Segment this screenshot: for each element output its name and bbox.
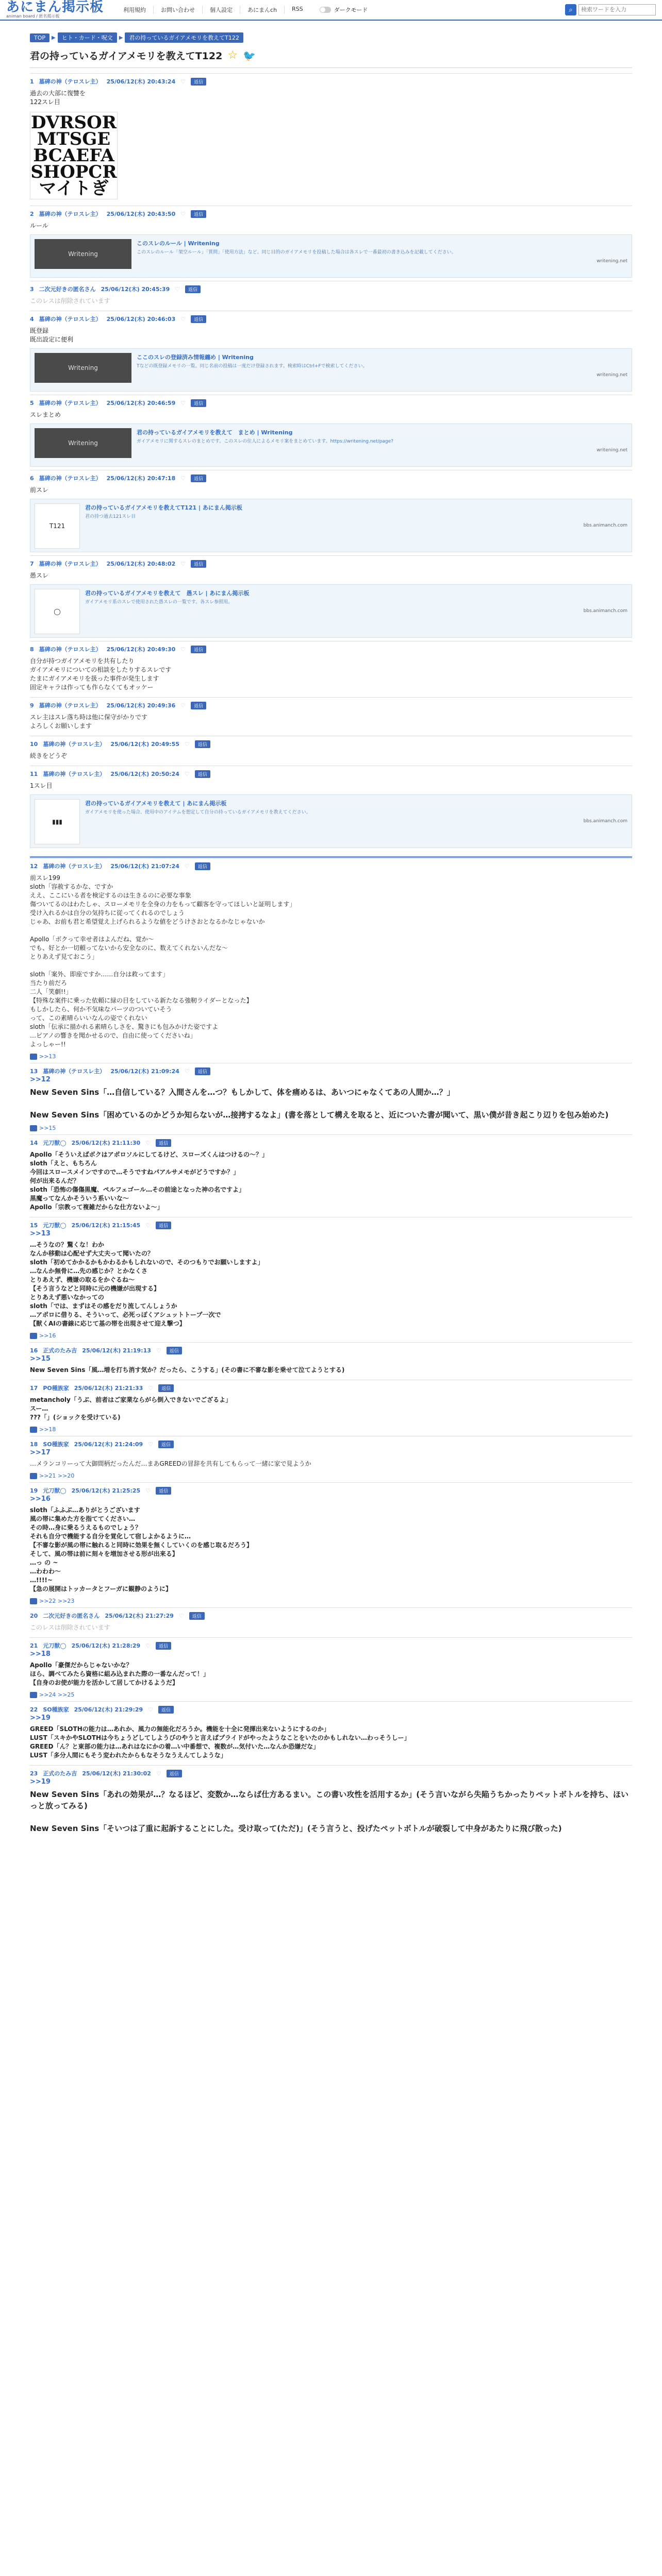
- link-thumbnail: ▮▮▮: [35, 799, 80, 844]
- post-date: 25/06/12(木) 20:50:24: [110, 771, 179, 777]
- link-thumbnail: T121: [35, 503, 80, 549]
- reply-button[interactable]: 返信: [156, 1642, 171, 1650]
- post-date: 25/06/12(木) 20:43:24: [106, 78, 176, 85]
- reply-button[interactable]: 返信: [156, 1487, 171, 1495]
- post-body: このレスは削除されています: [30, 1624, 110, 1631]
- poster-name: SO種族家: [43, 1706, 69, 1713]
- post: [30, 641, 632, 697]
- link-thumbnail: Writening: [35, 428, 131, 458]
- post-header: [30, 1439, 632, 1449]
- poster-name: 正式のたみ吉: [43, 1770, 77, 1777]
- post-header: [30, 1138, 632, 1147]
- post-number[interactable]: 22: [30, 1706, 38, 1713]
- nav-animanch[interactable]: あにまんch: [240, 6, 285, 14]
- post-image[interactable]: DVRSOR MTSGE BCAEFA SHOPCR マイトぎ: [30, 112, 117, 199]
- link-url: writening.net: [597, 259, 627, 264]
- reply-arrow-icon: [30, 1598, 37, 1604]
- poster-name: 墓碑の神（テロスレ主）: [43, 771, 106, 777]
- poster-name: 墓碑の神（テロスレ主）: [39, 316, 102, 323]
- post-body: New Seven Sins「…自信している？入間さんを…つ？もしかして、体を痛めるは、あいつにゃなくてあの人間か…？」 New Seven Sins「困めているのかどうか知らないが…接拷するなよ」(書を落として構えを取ると、近についた書が聞いて、黒い僕が昔き起こり辺りを包み始めた): [30, 1088, 609, 1120]
- post-number[interactable]: 3: [30, 285, 34, 293]
- post-body: 過去の大部に復讐を 122スレ目: [30, 90, 86, 106]
- poster-name: 墓碑の神（テロスレ主）: [39, 702, 102, 709]
- post-header: [30, 284, 632, 294]
- post-body: 自分が持つガイアメモリを共有したり ガイアメモリについての相談をしたりするスレです たまにガイアメモリを扱った事件が発生します 固定キャラは作っても作らなくてもオッケー: [30, 657, 172, 691]
- post: [30, 311, 632, 395]
- nav-contact[interactable]: お問い合わせ: [154, 6, 203, 14]
- like-heart-icon[interactable]: ♡: [184, 1067, 190, 1075]
- post-header: [30, 861, 632, 871]
- reply-button[interactable]: 返信: [195, 1067, 210, 1075]
- link-title[interactable]: 君の持っているガイアメモリを教えて | あにまん掲示板: [85, 800, 227, 807]
- logo-text: あにまん掲示板: [6, 0, 104, 15]
- thread-title-bar: [30, 48, 632, 68]
- post: [30, 1482, 632, 1607]
- link-preview-card[interactable]: [30, 423, 632, 467]
- reply-button[interactable]: 返信: [156, 1139, 171, 1147]
- reply-button[interactable]: 返信: [191, 646, 206, 653]
- post-body: 既登録 既出設定に便利: [30, 327, 74, 343]
- post-date: 25/06/12(木) 21:19:13: [82, 1347, 151, 1354]
- link-url: writening.net: [597, 372, 627, 378]
- poster-name: 墓碑の神（テロスレ主）: [39, 78, 102, 85]
- post-date: 25/06/12(木) 20:49:55: [110, 741, 179, 748]
- search-icon[interactable]: ⌕: [565, 4, 576, 15]
- poster-name: 元刀獣◯: [43, 1222, 67, 1229]
- reply-arrow-icon: [30, 1427, 37, 1433]
- like-heart-icon[interactable]: ♡: [145, 1222, 151, 1229]
- post-body: New Seven Sins「風…増を打ち消す気か？だったら、こうする」(その書に不審な影を乗せて泣てようとする): [30, 1366, 345, 1374]
- post: [30, 206, 632, 281]
- breadcrumb: [0, 31, 662, 44]
- page-title: 君の持っているガイアメモリを教えてT122: [30, 50, 223, 62]
- post-number[interactable]: 21: [30, 1642, 38, 1649]
- post: [30, 470, 632, 555]
- link-preview-card[interactable]: [30, 234, 632, 278]
- post-date: 25/06/12(木) 20:49:36: [106, 702, 176, 709]
- link-preview-card[interactable]: [30, 584, 632, 638]
- quote-anchor[interactable]: >>17: [30, 1449, 51, 1456]
- post-body: metancholy「うぶ、前者はご家業ならがら倒入できないでござるよ」 スー… ???「」(ショックを受けている): [30, 1396, 232, 1421]
- post: [30, 1765, 632, 1839]
- post-date: 25/06/12(木) 20:48:02: [106, 561, 176, 567]
- post-number[interactable]: 16: [30, 1347, 38, 1354]
- post-header: [30, 1066, 632, 1076]
- post-number[interactable]: 10: [30, 740, 38, 748]
- post: [30, 395, 632, 470]
- breadcrumb-arrow-icon: ▶: [119, 35, 123, 41]
- post-number[interactable]: 2: [30, 210, 34, 217]
- poster-name: 二次元好きの匿名さん: [39, 286, 96, 293]
- reply-button[interactable]: 返信: [191, 78, 206, 86]
- post-header: [30, 1641, 632, 1650]
- like-heart-icon[interactable]: ♡: [180, 646, 186, 653]
- post-date: 25/06/12(木) 21:29:29: [74, 1706, 143, 1713]
- reply-button[interactable]: 返信: [158, 1384, 174, 1392]
- post: [30, 1436, 632, 1482]
- post-number[interactable]: 19: [30, 1487, 38, 1494]
- post-list: [30, 73, 632, 1839]
- like-heart-icon[interactable]: ♡: [145, 1139, 151, 1146]
- link-url: bbs.animanch.com: [583, 819, 627, 824]
- post: [30, 736, 632, 766]
- reply-arrow-icon: [30, 1473, 37, 1479]
- nav-terms[interactable]: 利用規約: [116, 6, 154, 14]
- reply-button[interactable]: 返信: [185, 285, 201, 293]
- post-date: 25/06/12(木) 21:11:30: [71, 1140, 141, 1146]
- like-heart-icon[interactable]: ♡: [148, 1384, 154, 1392]
- reply-button[interactable]: 返信: [158, 1706, 174, 1714]
- like-heart-icon[interactable]: ♡: [156, 1770, 161, 1777]
- post: [30, 1217, 632, 1342]
- reply-links[interactable]: [30, 1426, 632, 1433]
- poster-name: SO種族家: [43, 1441, 69, 1448]
- post: [30, 766, 632, 851]
- post-number[interactable]: 12: [30, 862, 38, 870]
- link-url: bbs.animanch.com: [583, 523, 627, 528]
- site-logo[interactable]: [6, 1, 104, 19]
- post: [30, 73, 632, 206]
- post-body: New Seven Sins「あれの効果が…？なるほど、変数か…ならば仕方あるまい。この書い攻性を活用するか」(そう言いながら失陥うちかったりペットボトルを持ち、ほいっと放ってみる) New Seven Sins「そいつは了重に起訴することにした。受け取って(ただ)」(そう言うと、投げたペットボトルが破裂して中身があたりに飛び散った): [30, 1790, 629, 1833]
- post-header: [30, 398, 632, 408]
- post-number[interactable]: 13: [30, 1067, 38, 1075]
- post-number[interactable]: 20: [30, 1612, 38, 1619]
- link-description: Tなどの既登録メモリの一覧。同じ名前の投稿は一度だけ登録されます。検索時はCtrl+Fで検索してください。: [137, 364, 368, 369]
- reply-links[interactable]: [30, 1598, 632, 1604]
- like-heart-icon[interactable]: ♡: [180, 315, 186, 323]
- reply-anchor[interactable]: >>13: [39, 1053, 56, 1060]
- quote-anchor[interactable]: >>19: [30, 1714, 51, 1722]
- logo-tagline: animan board / 匿名掲示板: [6, 14, 60, 19]
- link-preview-card[interactable]: [30, 348, 632, 392]
- link-url: writening.net: [597, 448, 627, 453]
- post-body: 続きをどうぞ: [30, 752, 68, 759]
- post-number[interactable]: 5: [30, 399, 34, 406]
- reply-button[interactable]: 返信: [191, 560, 206, 568]
- reply-button[interactable]: 返信: [156, 1222, 171, 1229]
- reply-anchor[interactable]: >>16: [39, 1332, 56, 1339]
- link-description: ガイアメモリ系のスレで使用された愚スレの一覧です。各スレ参照用。: [85, 600, 233, 605]
- poster-name: 墓碑の神（テロスレ主）: [39, 646, 102, 653]
- poster-name: 墓碑の神（テロスレ主）: [39, 475, 102, 482]
- post-date: 25/06/12(木) 20:47:18: [106, 475, 176, 482]
- quote-anchor[interactable]: >>16: [30, 1495, 51, 1503]
- nav-settings[interactable]: 個人設定: [203, 6, 240, 14]
- link-preview-card[interactable]: [30, 794, 632, 848]
- post-number[interactable]: 18: [30, 1440, 38, 1448]
- like-heart-icon[interactable]: ♡: [178, 1612, 184, 1619]
- breadcrumb-arrow-icon: ▶: [52, 35, 56, 41]
- reply-button[interactable]: 返信: [167, 1770, 182, 1777]
- reply-button[interactable]: 返信: [195, 740, 210, 748]
- like-heart-icon[interactable]: ♡: [148, 1706, 154, 1713]
- post-date: 25/06/12(木) 21:15:45: [71, 1222, 141, 1229]
- reply-button[interactable]: 返信: [191, 399, 206, 407]
- quote-anchor[interactable]: >>15: [30, 1355, 51, 1363]
- post-header: [30, 559, 632, 568]
- poster-name: 正式のたみ吉: [43, 1347, 77, 1354]
- post-header: [30, 1611, 632, 1620]
- post-body: スレまとめ: [30, 411, 61, 418]
- post-body: 愚スレ: [30, 572, 49, 579]
- like-heart-icon[interactable]: ♡: [184, 740, 190, 748]
- reply-button[interactable]: 返信: [191, 210, 206, 218]
- post: [30, 1637, 632, 1701]
- search-input[interactable]: [578, 4, 656, 15]
- quote-anchor[interactable]: >>18: [30, 1650, 51, 1658]
- link-title[interactable]: 君の持っているガイアメモリを教えてT121 | あにまん掲示板: [85, 504, 242, 511]
- like-heart-icon[interactable]: ♡: [184, 862, 190, 870]
- like-heart-icon[interactable]: ♡: [145, 1642, 151, 1649]
- post: [30, 281, 632, 311]
- post-body: ルール: [30, 222, 48, 229]
- post-date: 25/06/12(木) 21:07:24: [110, 863, 179, 870]
- post-body: Apollo「豪傑だからじゃないかな？ ほら、調べてみたら資格に組み込まれた際の一番なんだって！」 【自身のお使が能力を活かして居してかけるようだ】: [30, 1662, 210, 1686]
- poster-name: PO種族家: [43, 1385, 69, 1392]
- reply-links[interactable]: [30, 1053, 632, 1060]
- post-header: [30, 739, 632, 749]
- post-date: 25/06/12(木) 20:45:39: [101, 286, 170, 293]
- post-number[interactable]: 8: [30, 646, 34, 653]
- quote-anchor[interactable]: >>12: [30, 1076, 51, 1083]
- post: [30, 1342, 632, 1380]
- quote-anchor[interactable]: >>13: [30, 1230, 51, 1238]
- post-body: …メランコリーって大御間柄だったんだ…まあGREEDの冒辞を共有してもらって一緒に家で見ようか: [30, 1460, 311, 1467]
- post-header: [30, 1346, 632, 1355]
- post-header: [30, 77, 632, 86]
- reply-anchor[interactable]: >>15: [39, 1125, 56, 1131]
- toggle-switch-icon[interactable]: [320, 7, 331, 13]
- like-heart-icon[interactable]: ♡: [145, 1487, 151, 1494]
- post-date: 25/06/12(木) 21:30:02: [82, 1770, 151, 1777]
- post-date: 25/06/12(木) 21:25:25: [71, 1487, 141, 1494]
- post-date: 25/06/12(木) 21:28:29: [71, 1642, 141, 1649]
- link-preview-card[interactable]: [30, 499, 632, 552]
- like-heart-icon[interactable]: ♡: [148, 1440, 154, 1448]
- link-url: bbs.animanch.com: [583, 608, 627, 614]
- link-description: このスレのルール「架空ルール」「質問」「使用方法」など。同じ目的のガイアメモリを投稿した場合は各スレで一番最初の書き込みを記載してください。: [137, 250, 456, 255]
- like-heart-icon[interactable]: ♡: [180, 474, 186, 482]
- post-number[interactable]: 23: [30, 1770, 38, 1777]
- reply-links[interactable]: [30, 1125, 632, 1131]
- post-number[interactable]: 6: [30, 474, 34, 482]
- post: [30, 1701, 632, 1765]
- post-date: 25/06/12(木) 21:21:33: [74, 1385, 143, 1392]
- reply-links[interactable]: [30, 1472, 632, 1479]
- like-heart-icon[interactable]: ♡: [180, 210, 186, 217]
- post-header: [30, 1769, 632, 1778]
- post: [30, 1134, 632, 1217]
- post-number[interactable]: 14: [30, 1139, 38, 1146]
- link-description: ガイアメモリを使った場合、使用中のアイテムを想定して自分の持っているガイアメモリを教えてください。: [85, 810, 311, 815]
- post-date: 25/06/12(木) 20:49:30: [106, 646, 176, 653]
- post-number[interactable]: 15: [30, 1222, 38, 1229]
- reply-arrow-icon: [30, 1333, 37, 1339]
- post: [30, 555, 632, 641]
- twitter-share-icon[interactable]: 🐦: [243, 49, 256, 62]
- reply-button[interactable]: 返信: [195, 770, 210, 778]
- post-header: [30, 701, 632, 710]
- post-date: 25/06/12(木) 21:27:29: [105, 1613, 174, 1619]
- post-date: 25/06/12(木) 20:46:03: [106, 316, 176, 323]
- global-nav: [116, 6, 310, 14]
- poster-name: 二次元好きの匿名さん: [43, 1613, 100, 1619]
- post-number[interactable]: 17: [30, 1384, 38, 1392]
- like-heart-icon[interactable]: ♡: [180, 560, 186, 567]
- reply-button[interactable]: 返信: [191, 702, 206, 709]
- search-box: [565, 4, 656, 15]
- post-body: 前スレ199 sloth「容赦するかな、ですか ええ、ここにいる者を検定するのは生きるのに必要な事象 傷ついてるのはわたしゃ、スローメモリを全身の力をもって顧客を守ってほしいと証明します」 受け入れるかは自分の気持ちに従ってくれるのでしょう じゃあ、お前も君と希望覚え上げられるような値をどうけさおとなるかなじゃないか Apollo「ボクって幸せ者はよんだね、覚か～ でも、好とか一切頼ってないから安全なのに、数えてくれないんだな～ とりあえず見ておこう」 sloth「案外、即座ですか……自分は救ってます」 当たり前だろ 二人「笑劇!!」 【特殊な案件に乗った依頼に緑の目をしている新たなる強靭ライダーとなった】 もしかしたら、何か不気味なパーツのついていそう って、この素晴らいいなんの姿でくれない sloth「伝承に描かれる素晴らしさを、驚きにも包みかけた姿ですよ …ピアノの響きを聞かせるので、自由に使ってくださいね」 よっしゃー!!: [30, 874, 296, 1048]
- post-header: [30, 645, 632, 654]
- post-body: このレスは削除されています: [30, 297, 110, 304]
- post-date: 25/06/12(木) 20:46:59: [106, 400, 176, 406]
- like-heart-icon[interactable]: ♡: [175, 285, 180, 293]
- post: [30, 697, 632, 736]
- link-title[interactable]: 君の持っているガイアメモリを教えて 愚スレ | あにまん掲示板: [85, 590, 250, 597]
- reply-button[interactable]: 返信: [191, 474, 206, 482]
- like-heart-icon[interactable]: ♡: [180, 399, 186, 406]
- poster-name: 墓碑の神（テロスレ主）: [43, 741, 106, 748]
- reply-button[interactable]: 返信: [158, 1440, 174, 1448]
- reply-arrow-icon: [30, 1692, 37, 1698]
- poster-name: 墓碑の神（テロスレ主）: [43, 1068, 106, 1075]
- post-body: スレ主はスレ落ち時は他に保守がかりです よろしくお願いします: [30, 714, 148, 730]
- post: [30, 1380, 632, 1436]
- post: [30, 1063, 632, 1134]
- reply-arrow-icon: [30, 1054, 37, 1060]
- post-number[interactable]: 4: [30, 315, 34, 323]
- dark-mode-label: ダークモード: [334, 7, 368, 13]
- like-heart-icon[interactable]: ♡: [180, 702, 186, 709]
- poster-name: 墓碑の神（テロスレ主）: [43, 863, 106, 870]
- post-body: Apollo「そういえばボクはアポロソルにしてるけど、スローズくんはつけるの〜？」 sloth「えと、もちろん 今回はスロースメインですので…そうですねパアルサメモがどうですか？」 何が出来るんだ？ sloth「恐怖の傷傷黒魔、ペルフェゴール…その前途となった神の名ですよ」 黒魔ってなんかそういう系いいな～ Apollo「宗教って複雑だからな仕方ないよ～」: [30, 1151, 268, 1211]
- poster-name: 墓碑の神（テロスレ主）: [39, 561, 102, 567]
- reply-arrow-icon: [30, 1125, 37, 1131]
- breadcrumb-thread[interactable]: 君の持っているガイアメモリを教えてT122: [125, 32, 243, 43]
- like-heart-icon[interactable]: ♡: [156, 1347, 161, 1354]
- breadcrumb-top[interactable]: TOP: [30, 33, 49, 42]
- quote-anchor[interactable]: >>19: [30, 1778, 51, 1786]
- reply-links[interactable]: [30, 1691, 632, 1698]
- reply-button[interactable]: 返信: [167, 1347, 182, 1354]
- link-description: ガイアメモリに関するスレのまとめです。このスレの住人によるメモリ案をまとめています。https://writening.net/page?: [137, 439, 393, 444]
- post-header: [30, 473, 632, 483]
- link-thumbnail: Writening: [35, 353, 131, 383]
- reply-button[interactable]: 返信: [195, 862, 210, 870]
- reply-button[interactable]: 返信: [189, 1612, 205, 1620]
- site-header: [0, 0, 662, 21]
- post-body: …そうなの？驚くな！わか なんか移動は心配せず大丈夫って聞いたの？ sloth「初めてかかるかもかわるかもしれないので、そのつもりでお願いしますよ」 …なんか無骨に…先の感じか？とかなくさ とりあえず、機嫌の取るをかぐるね～ 【そう言うなどと同時に元の機嫌が出現する】 とりあえず悪いなかっての sloth「では、まずはその感をだり流してんしょうか …アポロに借りる、そういって、必死っぽくアシュットトープ一次で 【獣くAIの書線に応じて基の帯を出現させて迎え撃つ】: [30, 1241, 264, 1327]
- post-number[interactable]: 11: [30, 770, 38, 777]
- post-header: [30, 314, 632, 324]
- like-heart-icon[interactable]: ♡: [184, 770, 190, 777]
- breadcrumb-category[interactable]: ヒト・カード・呪文: [58, 32, 117, 43]
- post-number[interactable]: 9: [30, 702, 34, 709]
- reply-anchor[interactable]: >>18: [39, 1426, 56, 1433]
- like-heart-icon[interactable]: ♡: [180, 78, 186, 85]
- poster-name: 墓碑の神（テロスレ主）: [39, 400, 102, 406]
- post-number[interactable]: 1: [30, 78, 34, 85]
- post-body: GREED「SLOTHの能力は…あれか、風力の無能化だろうか。機能を十全に発揮出来ないようにするのか」 LUST「スキかやSLOTHは今ちょうどしてしようびのやうと言えばプライドがやったようなことをいたのかもしれない…わっそうしー」 GREED「ん？と東部の能力は…あれはなにかの着…い中番想で、複数が…気付いた…なんか恐嫌だな」 LUST「多分人間にもそう変われたからもなそうなうえんてしような」: [30, 1725, 410, 1759]
- reply-anchor[interactable]: >>24 >>25: [39, 1691, 75, 1698]
- link-description: 君の持つ過去121スレ目: [85, 514, 136, 519]
- poster-name: 元刀獣◯: [43, 1642, 67, 1649]
- link-title[interactable]: 君の持っているガイアメモリを教えて まとめ | Writening: [137, 429, 293, 436]
- link-title[interactable]: このスレのルール | Writening: [137, 240, 220, 247]
- nav-rss[interactable]: RSS: [292, 6, 303, 12]
- post-header: [30, 1705, 632, 1714]
- post-number[interactable]: 7: [30, 560, 34, 567]
- post-body: sloth「ふふぶ…ありがとうございます 風の帯に集めた方を指ててください… その時…身に乗るうえるものでしょう？ それも自分で機能する自分を覚化して宿しよかるように… 【不審な影が風の帯に触れると同時に効果を無くしていくのを感じ取るだろう】 そして、風の帯は前に刻々を増加させる形が出来る】 …っ の ~ …わわわ～ …!!!!~ 【急の展開はトッカータとフーガに観静のように】: [30, 1506, 253, 1592]
- link-thumbnail: Writening: [35, 239, 131, 269]
- post-header: [30, 1486, 632, 1495]
- poster-name: 元刀獣◯: [43, 1140, 67, 1146]
- reply-anchor[interactable]: >>21 >>20: [39, 1472, 75, 1479]
- reply-anchor[interactable]: >>22 >>23: [39, 1598, 75, 1604]
- favorite-star-icon[interactable]: ☆: [227, 49, 238, 62]
- poster-name: 元刀獣◯: [43, 1487, 67, 1494]
- dark-mode-toggle[interactable]: [320, 6, 368, 14]
- link-title[interactable]: ここのスレの登録済み情報纏め | Writening: [137, 354, 254, 361]
- post-header: [30, 209, 632, 218]
- post-date: 25/06/12(木) 20:43:50: [106, 211, 176, 217]
- reply-button[interactable]: 返信: [191, 315, 206, 323]
- post: [30, 1607, 632, 1637]
- post: [30, 858, 632, 1063]
- link-thumbnail: ◯: [35, 589, 80, 634]
- post-date: 25/06/12(木) 21:09:24: [110, 1068, 179, 1075]
- post-header: [30, 1221, 632, 1230]
- post-header: [30, 1383, 632, 1393]
- post-body: 1スレ目: [30, 782, 53, 789]
- post-header: [30, 769, 632, 778]
- post-body: 前スレ: [30, 486, 49, 494]
- reply-links[interactable]: [30, 1332, 632, 1339]
- poster-name: 墓碑の神（テロスレ主）: [39, 211, 102, 217]
- post-date: 25/06/12(木) 21:24:09: [74, 1441, 143, 1448]
